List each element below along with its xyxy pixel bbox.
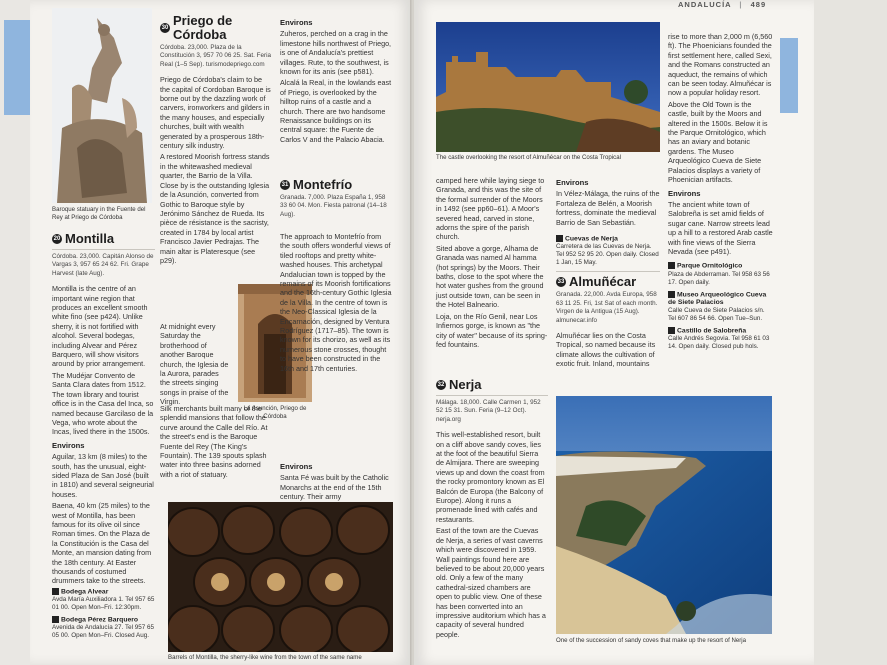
coves-photo [556,396,772,634]
almunecar-heading [556,275,660,289]
castillo-entry [668,327,774,351]
castillo-info: Calle Andrés Segovia. Tel 958 61 03 14. Open daily. Closed pub hols. [668,335,770,351]
section-number-badge: 20 [53,236,61,242]
building-icon [668,291,675,298]
statue-photo [52,8,152,203]
running-head: ANDALUCÍA | 489 [678,0,767,9]
montilla-title: Montilla [65,231,115,246]
building-icon [668,327,675,334]
nerja-paragraph-2: East of the town are the Cuevas de Nerja, a series of vast caverns which were discovered in 1959. Wall paintings found here are believed to be about 20,000 years old. Only a few of the many cathedral-sized chambers are open to public view. One of these has been converted into an impressive auditorium which has a capacity of several hundred people. [436,526,546,639]
priego-heading [160,14,272,42]
cuevas-info: Carretera de las Cuevas de Nerja. Tel 952 52 95 20. Open daily. Closed 1 Jan, 15 May. [556,243,659,267]
section-number-badge: 31 [281,182,289,188]
almunecar-continued: rise to more than 2,000 m (6,560 ft). The Phoenicians founded the first settlement here, called Sexi, and the Romans constructed an aqueduct, the remains of which can be seen today. Almuñécar is now a popular holiday resort. [668,32,773,98]
montilla-section [52,232,155,644]
page-edge-tab [4,20,30,115]
parque-info: Plaza de Abderraman. Tel 958 63 56 17. Open daily. [668,270,770,286]
bodega-perez-entry [52,616,155,640]
environs-top-text-2: Alcalá la Real, in the lowlands east of Priego, is overlooked by the hilltop ruins of a castle and a church. There are two handsome Renaissance buildings on its central square: the Fuente de Carlos V and the Palacio Abacia. [280,78,392,144]
montefrio-heading [280,178,392,192]
santa-fe-continued: camped here while laying siege to Granada, and this was the site of the formal surrender of the Moors in 1492 (see pp60–61). A Moor's severed head, carved in stone, adorns the spire of the parish church. [436,176,545,242]
bodega-alvear-name: Bodega Alvear [61,588,109,596]
priego-paragraph-1: Priego de Córdoba's claim to be the capital of Cordoban Baroque is borne out by the dazzling work of carvers, ironworkers and gilders in the many houses, and especially churches, built with wealth generated by a prosperous 18th-century silk industry. [160,75,271,151]
priego-continued [160,322,230,409]
montilla-heading [52,232,155,246]
loja-text: Loja, on the Río Genil, near Los Infiernos gorge, is known as "the city of water" because of its spring-fed fountains. [436,311,548,349]
museo-info: Calle Cueva de Siete Palacios s/n. Tel 607 86 54 66. Open Tue–Sun. [668,306,765,322]
bodega-alvear-info: Avda María Auxiliadora 1. Tel 957 65 01 00. Open Mon–Fri. 12:30pm. [52,596,155,612]
montilla-paragraph-2: The Mudéjar Convento de Santa Clara dates from 1512. The town library and tourist office is in the Casa del Inca, so named because Garcilaso de la Vega, who wrote about the Incas, lived there in the 1500s. [52,370,154,437]
montefrio-info: Granada. 7,000. Plaza España 1, 958 33 60 04. Mon. Fiesta patronal (14–18 Aug). [280,194,387,218]
background-edge [814,0,887,665]
left-page [30,0,412,665]
coves-caption: One of the succession of sandy coves that make up the resort of Nerja [556,637,747,644]
montefrio-environs-text: Santa Fé was built by the Catholic Monarchs at the end of the 15th century. Their army [280,473,389,502]
barrels-caption: Barrels of Montilla, the sherry-like wine from the town of the same name [168,654,362,661]
montefrio-title: Montefrío [293,177,353,192]
priego-paragraph-4: Silk merchants built many of the splendid mansions that follow the curve around the Calle del Río. At the street's end is the Baroque Fuente del Rey (The King's Fountain). The 139 spouts splash water into three basins adorned with a riot of statuary. [160,404,268,479]
nerja-heading [436,378,548,392]
castle-caption: The castle overlooking the resort of Almuñécar on the Costa Tropical [436,154,621,161]
priego-title: Priego de Córdoba [173,13,233,42]
right-col1-text [436,176,548,351]
col3-environs-title: Environs [668,188,701,198]
nerja-paragraph-1: This well-established resort, built on a cliff above sandy coves, lies at the foot of the beautiful Sierra de Almijara. There are sweeping views up and down the coast from the rocky promontory known as El Balcón de Europa (the Balcony of Europe). Along it runs a promenade lined with cafés and restaurants. [436,430,545,524]
montefrio-text-1 [280,232,392,375]
montefrio-environs [280,458,392,504]
asuncion-caption: La Asunción, Priego de Córdoba [243,405,307,420]
section-number-badge: 30 [161,25,169,31]
castillo-name: Castillo de Salobreña [677,327,747,335]
cuevas-name: Cuevas de Nerja [565,235,618,243]
montilla-environs-title: Environs [52,440,85,450]
environs-2-title: Environs [556,178,589,187]
environs-top-section [280,14,392,146]
environs-2-text: In Vélez-Málaga, the ruins of the Fortaleza de Belén, a Moorish fortress, dominate the medieval Barrio de San Sebastián. [556,189,660,227]
cuevas-entry [556,235,660,267]
montilla-environs-1: Aguilar, 13 km (8 miles) to the south, has the unusual, eight-sided Plaza de San José (built in 1810) and several seigneurial houses. [52,452,154,499]
divider [436,395,548,396]
page-number: 489 [750,0,767,9]
parque-name: Parque Ornitológico [677,262,743,270]
castle-photo [436,22,660,152]
alhama-text: Sited above a gorge, Alhama de Granada was named Al hamma (hot springs) by the Moors. Their baths, close to the spot where the hot water gushes from the ground just outside town, can be seen in the Hotel Balneario. [436,243,544,310]
nerja-title: Nerja [449,377,482,392]
building-icon [668,262,675,269]
priego-info: Córdoba. 23,000. Plaza de la Constitución 3, 957 70 06 25. Sat. Feria Real (1–5 Sep). turismodepriego.com [160,44,271,68]
building-icon [556,235,563,242]
museo-name: Museo Arqueológico Cueva de Siete Palacios [668,290,767,306]
divider [52,249,155,250]
bodega-alvear-entry [52,588,155,612]
barrels-photo [168,502,393,652]
almunecar-info: Granada. 22,000. Avda Europa, 958 63 11 25. Fri, 1st Sat of each month. Virgen de la Antigua (15 Aug). almunecar.info [556,291,658,324]
page-edge-tab [780,38,798,113]
bodega-perez-name: Bodega Pérez Barquero [61,616,139,624]
montefrio-section [280,178,392,225]
right-page [414,0,814,665]
priego-section [160,14,272,267]
section-number-badge: 33 [557,279,565,286]
nerja-info: Málaga. 18,000. Calle Carmen 1, 952 52 15 31. Sun. Feria (9–12 Oct). nerja.org [436,399,541,423]
nerja-section [436,378,548,641]
priego-paragraph-2: A restored Moorish fortress stands in the whitewashed medieval quarter, the Barrio de la Villa. Close by is the outstanding Iglesia de la Asunción, converted from Gothic to Baroque style by Jerónimo Sánchez de Rueda. Its pièce de résistance is the sacristy, created in 1784 by local artist Francisco Javier Pedrajas. The main altar is Plateresque (see p29). [160,152,270,265]
almunecar-castle-text: Above the Old Town is the castle, built by the Moors and altered in the 1500s. Below it is the Parque Ornitológico, which has an aviary and botanic gardens. The Museo Arqueológico Cueva de Siete Palacios displays a variety of Phoenician artifacts. [668,99,768,185]
museo-entry [668,291,774,323]
right-col2 [556,174,660,371]
montefrio-paragraph-1: The approach to Montefrío from the south offers wonderful views of tiled rooftops and pretty white-washed houses. This archetypal Andalucian town is topped by the remains of its Moorish fortifications and the 16th-century Gothic Iglesia de la Villa. In the centre of town is the Neo-Classical Iglesia de la Encarnación, designed by Ventura Rodríguez (1717–85). The town is known for its chorizo, as well as its numerous stone crosses, thought to have been constructed in the 16th and 17th centuries. [280,232,392,373]
priego-paragraph-3: At midnight every Saturday the brotherhood of another Baroque church, the Iglesia de la Aurora, parades the streets singing songs in praise of the Virgin. [160,322,229,407]
statue-caption: Baroque statuary in the Fuente del Rey at Priego de Córdoba [52,206,146,221]
bodega-perez-info: Avenida de Andalucía 27. Tel 957 65 05 00. Open Mon–Fri. Closed Aug. [52,624,155,640]
building-icon [52,588,59,595]
environs-top-text: Zuheros, perched on a crag in the limestone hills northwest of Priego, is one of Andalucía's prettiest villages. Rute, to the southwest, is known for its anis (see p581). [280,29,392,77]
building-icon [52,616,59,623]
montilla-paragraph-1: Montilla is the centre of an important wine region that produces an excellent smooth white fino (see p424). Unlike sherry, it is not fortified with alcohol. Several bodegas, including Alvear and Pérez Barquero, will show visitors around by prior arrangement. [52,284,148,369]
col3-environs-text: The ancient white town of Salobreña is set amid fields of sugar cane. Narrow streets lead up a hill to a restored Arab castle with fine views of the Sierra Nevada (see p491). [668,199,773,256]
running-head-title: ANDALUCÍA [678,0,732,9]
montilla-info: Córdoba. 23,000. Capitán Alonso de Vargas 3, 957 65 24 62. Fri. Grape Harvest (late Aug). [52,253,154,277]
section-number-badge: 32 [437,382,445,388]
right-col3 [668,32,774,355]
almunecar-paragraph-1: Almuñécar lies on the Costa Tropical, so named because its climate allows the cultivation of exotic fruit. Inland, mountains [556,330,656,369]
divider [556,271,660,272]
montilla-environs-2: Baena, 40 km (25 miles) to the west of Montilla, has been famous for its olive oil since Roman times. On the Plaza de la Constitución is the Casa del Monte, an mansion dating from the 18th century. At Easter thousands of costumed drummers take to the streets. [52,501,152,586]
montefrio-environs-title: Environs [280,462,313,471]
parque-entry [668,262,774,286]
environs-top-title: Environs [280,18,313,27]
almunecar-title: Almuñécar [569,274,637,290]
